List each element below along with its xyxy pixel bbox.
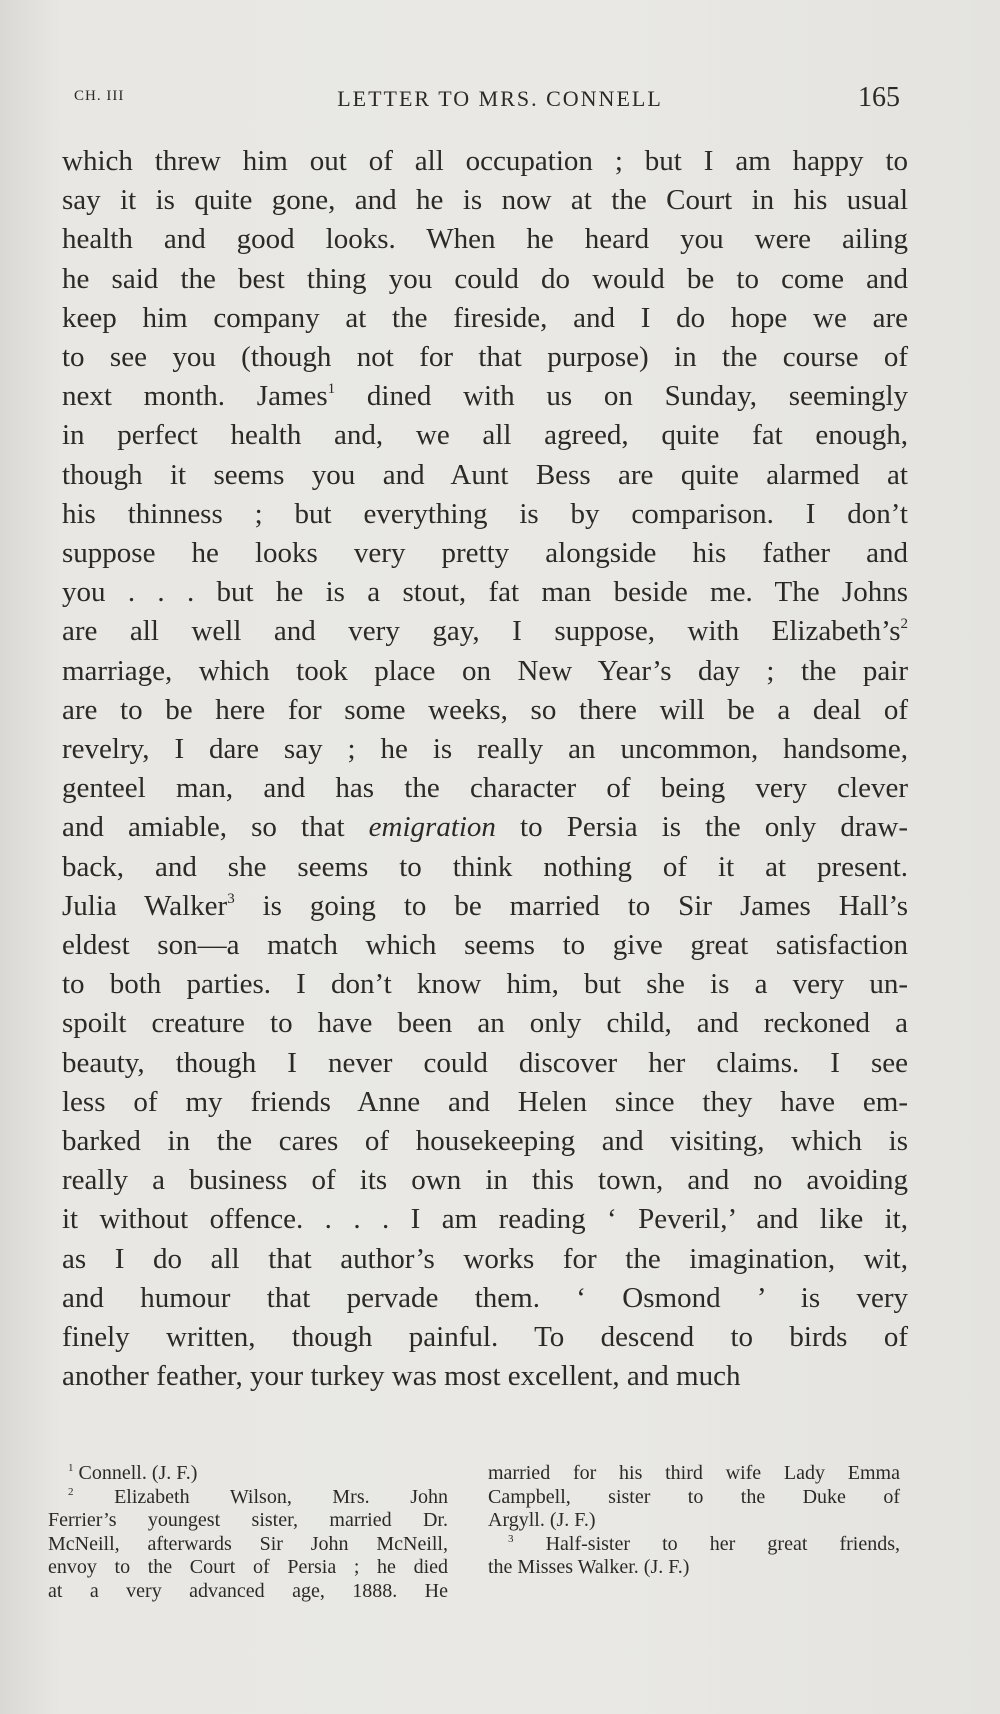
footnote-mark-1: 1 [68, 1462, 74, 1474]
text-segment: to Persia is the only draw- [495, 811, 909, 844]
text-line: in perfect health and, we all agreed, quite fat enough, [62, 419, 908, 452]
footnote-text: Connell. (J. F.) [78, 1462, 198, 1484]
running-header [70, 82, 900, 122]
footnote-line [48, 1462, 448, 1486]
text-segment: next month. James [62, 380, 328, 413]
text-line: he said the best thing you could do would be to come and [62, 262, 908, 295]
text-line: health and good looks. When he heard you were ailing [62, 223, 908, 256]
footnote-line: McNeill, afterwards Sir John McNeill, [48, 1532, 448, 1555]
text-line [62, 612, 908, 651]
text-segment: dined with us on Sunday, seemingly [335, 380, 908, 413]
page-number: 165 [858, 82, 900, 113]
text-line: eldest son—a match which seems to give great satisfaction [62, 929, 908, 962]
text-line: his thinness ; but everything is by comparison. I don’t [62, 497, 908, 530]
footnotes-right-column [488, 1462, 900, 1580]
letter-body [62, 142, 908, 1397]
text-line: and humour that pervade them. ‘ Osmond ’ is very [62, 1281, 908, 1314]
running-title: LETTER TO MRS. CONNELL [337, 86, 663, 111]
footnote-line: the Misses Walker. (J. F.) [488, 1556, 690, 1578]
footnote-ref-3: 3 [227, 890, 235, 907]
text-line: keep him company at the fireside, and I do hope we are [62, 301, 908, 334]
text-line: as I do all that author’s works for the imagination, wit, [62, 1242, 908, 1275]
text-line: though it seems you and Aunt Bess are quite alarmed at [62, 458, 908, 491]
footnote-text: Elizabeth Wilson, Mrs. John [114, 1485, 449, 1508]
text-line: spoilt creature to have been an only child, and reckoned a [62, 1007, 908, 1040]
text-line: you . . . but he is a stout, fat man beside me. The Johns [62, 576, 908, 609]
text-line: to see you (though not for that purpose) in the course of [62, 341, 908, 374]
footnote-line: Argyll. (J. F.) [488, 1509, 596, 1531]
text-line: suppose he looks very pretty alongside his father and [62, 537, 908, 570]
footnote-line [488, 1533, 900, 1557]
footnote-line: at a very advanced age, 1888. He [48, 1579, 448, 1602]
text-line: another feather, your turkey was most excellent, and much [62, 1360, 741, 1393]
italic-word: emigration [368, 811, 496, 844]
text-line: are to be here for some weeks, so there will be a deal of [62, 693, 908, 726]
text-line: really a business of its own in this town, and no avoiding [62, 1164, 908, 1197]
text-line: it without offence. . . . I am reading ‘ Peveril,’ and like it, [62, 1203, 908, 1236]
text-line: barked in the cares of housekeeping and visiting, which is [62, 1125, 908, 1158]
footnote-line: Campbell, sister to the Duke of [488, 1485, 900, 1508]
text-segment: is going to be married to Sir James Hall’s [234, 889, 908, 922]
text-line: beauty, though I never could discover her claims. I see [62, 1046, 908, 1079]
text-line [62, 887, 908, 926]
text-line [62, 808, 908, 847]
text-line [62, 377, 908, 416]
text-segment: and amiable, so that [62, 811, 345, 844]
text-line: genteel man, and has the character of being very clever [62, 772, 908, 805]
footnote-ref-1: 1 [327, 381, 336, 398]
text-segment: are all well and very gay, I suppose, with Elizabeth’s [62, 615, 901, 648]
footnote-line: Ferrier’s youngest sister, married Dr. [48, 1509, 448, 1531]
footnote-text: Half-sister to her great friends, [545, 1532, 901, 1555]
footnote-line: envoy to the Court of Persia ; he died [48, 1556, 448, 1578]
text-segment: Julia Walker [62, 889, 228, 922]
text-line: which threw him out of all occupation ; but I am happy to [62, 145, 908, 177]
text-line: say it is quite gone, and he is now at the Court in his usual [62, 184, 908, 217]
text-line: finely written, though painful. To descend to birds of [62, 1321, 908, 1354]
footnote-line: married for his third wife Lady Emma [488, 1462, 900, 1484]
footnote-mark-2: 2 [68, 1485, 74, 1498]
footnote-ref-2: 2 [900, 616, 908, 633]
text-line: revelry, I dare say ; he is really an uncommon, handsome, [62, 733, 908, 766]
chapter-label: CH. III [74, 88, 125, 104]
text-line: less of my friends Anne and Helen since they have em- [62, 1085, 908, 1118]
text-line: back, and she seems to think nothing of it at present. [62, 850, 908, 883]
footnotes-left-column [48, 1462, 448, 1603]
footnote-line [48, 1486, 448, 1510]
footnote-mark-3: 3 [508, 1532, 514, 1545]
text-line: marriage, which took place on New Year’s day ; the pair [62, 654, 908, 687]
text-line: to both parties. I don’t know him, but she is a very un- [62, 968, 908, 1001]
